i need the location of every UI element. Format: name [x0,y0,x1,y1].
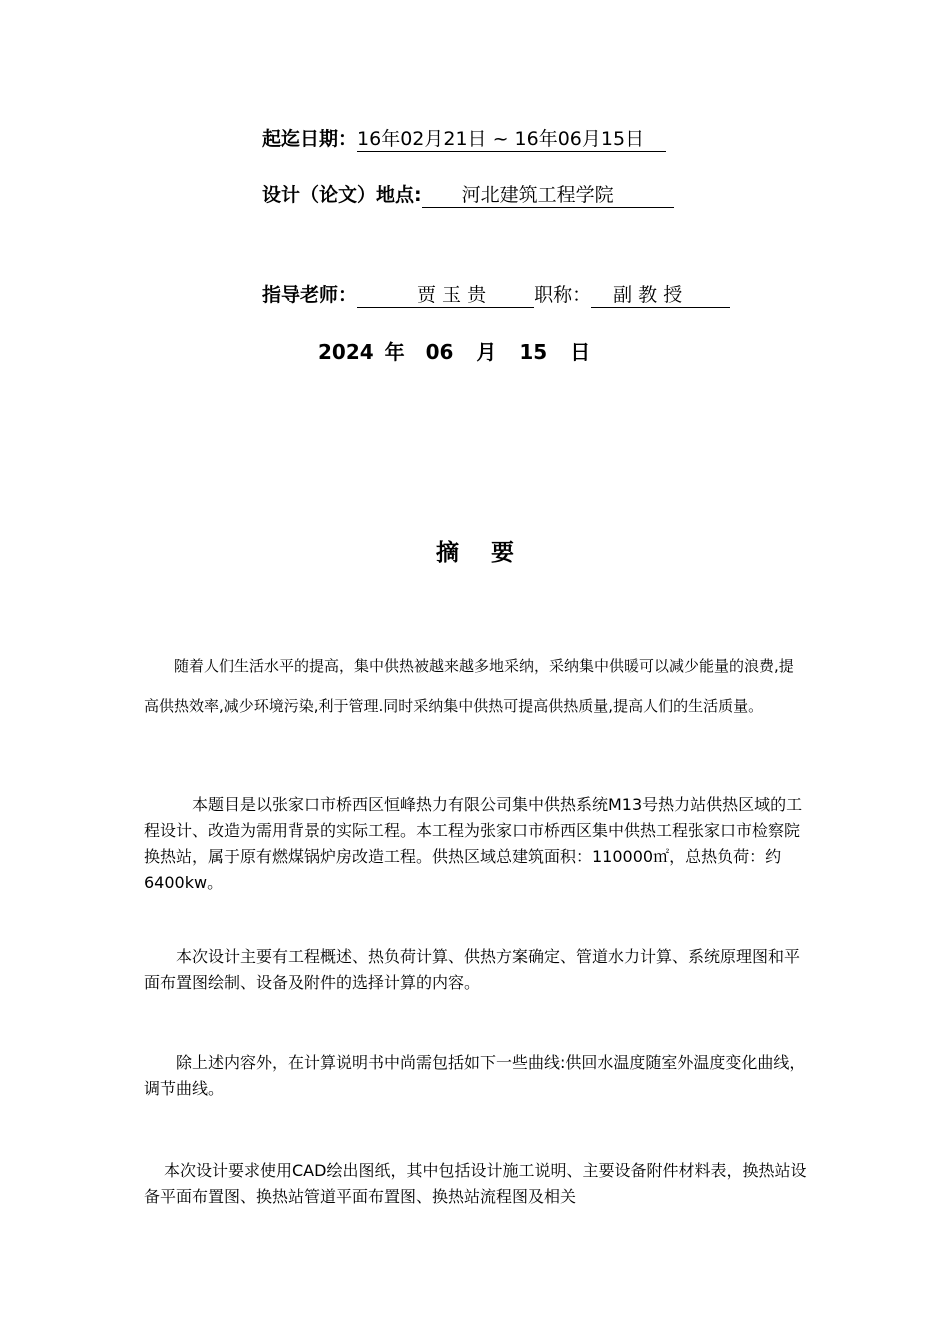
sign-year-unit: 年 [384,340,405,364]
title-label: 职称： [534,284,592,306]
advisor-value: 贾 玉 贵 [357,280,534,308]
location-label: 设计（论文）地点: [262,184,422,206]
advisor-row [262,280,730,308]
date-label: 起迄日期： [262,128,358,150]
abstract-paragraph-5: 本次设计要求使用CAD绘出图纸，其中包括设计施工说明、主要设备附件材料表，换热站设备平面布置图、换热站管道平面布置图、换热站流程图及相关 [144,1161,807,1206]
sign-date [318,336,590,365]
abstract-paragraph-4: 除上述内容外，在计算说明书中尚需包括如下一些曲线:供回水温度随室外温度变化曲线，调节曲线。 [144,1053,806,1098]
abstract-paragraph-1: 随着人们生活水平的提高，集中供热被越来越多地采纳，采纳集中供暖可以减少能量的浪费,提高供热效率,减少环境污染,利于管理.同时采纳集中供热可提高供热质量,提高人们的生活质量。 [144,657,794,715]
location-row [262,180,674,208]
sign-year: 2024 [318,340,374,364]
location-value: 河北建筑工程学院 [422,180,674,208]
date-row [262,124,666,152]
sign-month-unit: 月 [476,340,497,364]
advisor-label: 指导老师： [262,284,358,306]
title-value: 副 教 授 [591,280,730,308]
abstract-paragraph-3: 本次设计主要有工程概述、热负荷计算、供热方案确定、管道水力计算、系统原理图和平面布置图绘制、设备及附件的选择计算的内容。 [144,947,801,992]
sign-day-unit: 日 [570,340,591,364]
sign-day: 15 [519,340,548,364]
abstract-heading: 摘 要 [435,540,515,566]
date-value: 16年02月21日 ~ 16年06月15日 [357,124,666,152]
abstract-paragraph-2: 本题目是以张家口市桥西区恒峰热力有限公司集中供热系统M13号热力站供热区域的工程设计、改造为需用背景的实际工程。本工程为张家口市桥西区集中供热工程张家口市检察院换热站，属于原有燃煤锅炉房改造工程。供热区域总建筑面积：110000㎡，总热负荷：约6400kw。 [144,795,803,892]
sign-month: 06 [425,340,454,364]
